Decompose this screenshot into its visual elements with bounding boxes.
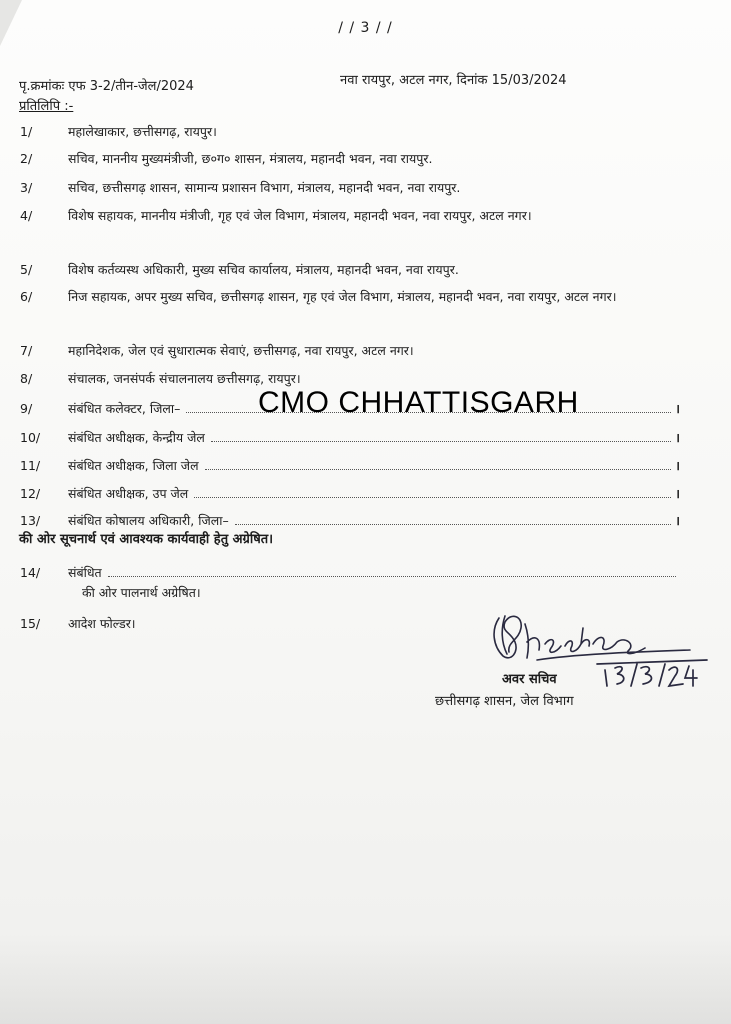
line-end-mark: । <box>675 486 680 501</box>
recipient-text: संबंधित अधीक्षक, उप जेल <box>68 486 189 501</box>
blank-fill-line <box>194 497 671 498</box>
place-date: नवा रायपुर, अटल नगर, दिनांक 15/03/2024 <box>340 73 567 88</box>
copy-heading: प्रतिलिपि :- <box>19 99 74 114</box>
blank-fill-line <box>211 441 671 442</box>
recipient-text: सचिव, छत्तीसगढ़ शासन, सामान्य प्रशासन विभाग, मंत्रालय, महानदी भवन, नवा रायपुर. <box>68 180 461 195</box>
designation: अवर सचिव <box>502 672 557 687</box>
reference-number: पृ.क्रमांकः एफ 3-2/तीन-जेल/2024 <box>19 79 194 94</box>
recipient-number: 12/ <box>20 486 41 501</box>
watermark-text: CMO CHHATTISGARH <box>258 386 579 419</box>
recipient-text: निज सहायक, अपर मुख्य सचिव, छत्तीसगढ़ शासन, गृह एवं जेल विभाग, मंत्रालय, महानदी भवन, नवा रायपुर, अटल नगर। <box>68 289 617 304</box>
recipient-number: 7/ <box>20 343 33 358</box>
recipient-number: 11/ <box>20 458 41 473</box>
recipient-text: की ओर पालनार्थ अग्रेषित। <box>82 585 201 600</box>
page-bottom-shade <box>0 934 731 1024</box>
recipient-text: संबंधित अधीक्षक, केन्द्रीय जेल <box>68 430 205 445</box>
recipient-text: आदेश फोल्डर। <box>68 616 136 631</box>
recipient-text: विशेष कर्तव्यस्थ अधिकारी, मुख्य सचिव कार्यालय, मंत्रालय, महानदी भवन, नवा रायपुर. <box>68 262 459 277</box>
recipient-number: 10/ <box>20 430 41 445</box>
recipient-number: 3/ <box>20 180 33 195</box>
recipient-text: संचालक, जनसंपर्क संचालनालय छत्तीसगढ़, रायपुर। <box>68 371 301 386</box>
recipient-text: संबंधित <box>68 565 102 580</box>
recipient-number: 14/ <box>20 565 41 580</box>
recipient-text: संबंधित अधीक्षक, जिला जेल <box>68 458 199 473</box>
recipient-number: 8/ <box>20 371 33 386</box>
recipient-text: महालेखाकार, छत्तीसगढ़, रायपुर। <box>68 124 217 139</box>
page-number: / / 3 / / <box>338 20 393 36</box>
blank-fill-line <box>108 576 676 577</box>
recipient-text: संबंधित कोषालय अधिकारी, जिला– <box>68 513 229 528</box>
blank-fill-line <box>235 524 672 525</box>
blank-fill-line <box>205 469 672 470</box>
line-end-mark: । <box>675 430 680 445</box>
recipient-number: 2/ <box>20 151 33 166</box>
line-end-mark: । <box>675 458 680 473</box>
recipient-number: 4/ <box>20 208 33 223</box>
recipient-number: 5/ <box>20 262 33 277</box>
recipient-text: संबंधित कलेक्टर, जिला– <box>68 401 181 416</box>
department: छत्तीसगढ़ शासन, जेल विभाग <box>435 694 574 709</box>
line-end-mark: । <box>675 513 680 528</box>
recipient-number: 13/ <box>20 513 41 528</box>
recipient-number: 1/ <box>20 124 33 139</box>
forward-note: की ओर सूचनार्थ एवं आवश्यक कार्यवाही हेतु अग्रेषित। <box>19 532 274 547</box>
recipient-number: 15/ <box>20 616 41 631</box>
line-end-mark: । <box>675 401 680 416</box>
recipient-text: सचिव, माननीय मुख्यमंत्रीजी, छ०ग० शासन, मंत्रालय, महानदी भवन, नवा रायपुर. <box>68 151 433 166</box>
signature-date-drawing <box>597 660 707 686</box>
recipient-text: विशेष सहायक, माननीय मंत्रीजी, गृह एवं जेल विभाग, मंत्रालय, महानदी भवन, नवा रायपुर, अटल नगर। <box>68 208 532 223</box>
recipient-number: 9/ <box>20 401 33 416</box>
recipient-number: 6/ <box>20 289 33 304</box>
recipient-text: महानिदेशक, जेल एवं सुधारात्मक सेवाएं, छत्तीसगढ़, नवा रायपुर, अटल नगर। <box>68 343 414 358</box>
